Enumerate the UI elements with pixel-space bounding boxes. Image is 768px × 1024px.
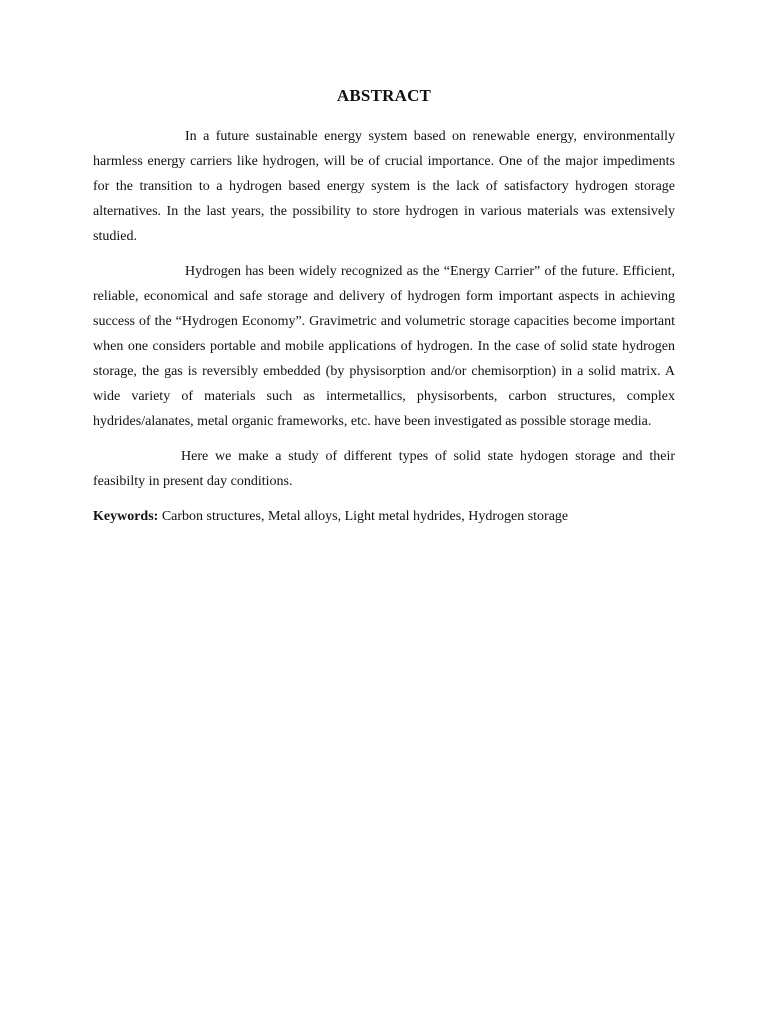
keywords-line: [93, 504, 675, 529]
document-page: [93, 84, 675, 529]
keywords-text: Carbon structures, Metal alloys, Light metal hydrides, Hydrogen storage: [158, 509, 569, 524]
abstract-paragraph-3: Here we make a study of different types of solid state hydogen storage and their feasibilty in present day conditions.: [93, 449, 675, 489]
keywords-label: Keywords:: [93, 509, 159, 524]
abstract-paragraph-1: In a future sustainable energy system based on renewable energy, environmentally harmless energy carriers like hydrogen, will be of crucial importance. One of the major impediments for the transition to a hydrogen based energy system is the lack of satisfactory hydrogen storage alternatives. In the last years, the possibility to store hydrogen in various materials was extensively studied.: [93, 129, 675, 244]
page-title: ABSTRACT: [336, 86, 432, 105]
abstract-paragraph-2: Hydrogen has been widely recognized as the “Energy Carrier” of the future. Efficient, reliable, economical and safe storage and delivery of hydrogen form important aspects in achieving success of the “Hydrogen Economy”. Gravimetric and volumetric storage capacities become important when one considers portable and mobile applications of hydrogen. In the case of solid state hydrogen storage, the gas is reversibly embedded (by physisorption and/or chemisorption) in a solid matrix. A wide variety of materials such as intermetallics, physisorbents, carbon structures, complex hydrides/alanates, metal organic frameworks, etc. have been investigated as possible storage media.: [93, 264, 675, 429]
